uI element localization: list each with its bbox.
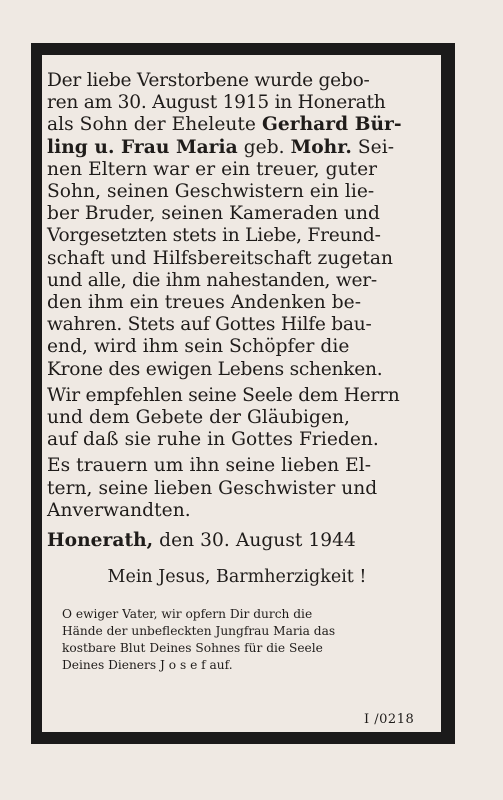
obituary-line: Wir empfehlen seine Seele dem Herrn xyxy=(47,384,400,406)
obituary-line: Der liebe Verstorbene wurde gebo- xyxy=(47,70,370,91)
prayer-line: Deines Dieners J o s e f auf. xyxy=(62,657,233,672)
prayer-line: O ewiger Vater, wir opfern Dir durch die xyxy=(62,607,313,622)
plea-heading: Mein Jesus, Barmherzigkeit ! xyxy=(107,567,367,588)
obituary-line-part: geb. xyxy=(237,136,291,158)
obituary-line: Es trauern um ihn seine lieben El- xyxy=(47,455,372,477)
prayer-text xyxy=(62,606,422,673)
mourning-border-left xyxy=(31,43,42,744)
obituary-line: schaft und Hilfsbereitschaft zugetan xyxy=(47,247,394,269)
obituary-line: ren am 30. August 1915 in Honerath xyxy=(47,92,386,114)
place-name: Honerath, xyxy=(47,530,154,552)
obituary-line: nen Eltern war er ein treuer, guter xyxy=(47,158,378,180)
obituary-line: ber Bruder, seinen Kameraden und xyxy=(47,203,380,225)
obituary-line-part: Sei- xyxy=(351,136,395,158)
prayer-line: kostbare Blut Deines Sohnes für die Seele xyxy=(62,640,323,655)
obituary-line: Vorgesetzten stets in Liebe, Freund- xyxy=(47,225,381,247)
obituary-text xyxy=(47,70,427,673)
parents-name: ling u. Frau Maria xyxy=(47,136,238,158)
obituary-line: tern, seine lieben Geschwister und xyxy=(47,477,378,499)
obituary-line xyxy=(47,137,427,159)
obituary-line: den ihm ein treues Andenken be- xyxy=(47,292,362,314)
mourning-border-bottom xyxy=(31,732,455,744)
place-date-line xyxy=(47,530,427,552)
mourning-border-right xyxy=(441,43,455,744)
obituary-line: end, wird ihm sein Schöpfer die xyxy=(47,336,350,358)
obituary-line: wahren. Stets auf Gottes Hilfe bau- xyxy=(47,314,372,336)
father-name: Gerhard Bür- xyxy=(261,114,402,136)
death-date: den 30. August 1944 xyxy=(153,530,356,552)
obituary-line: und dem Gebete der Gläubigen, xyxy=(47,407,351,429)
mourning-border-top xyxy=(31,43,455,55)
mother-maiden-name: Mohr. xyxy=(290,136,352,158)
obituary-line xyxy=(47,114,427,136)
prayer-line: Hände der unbefleckten Jungfrau Maria das xyxy=(62,624,336,639)
obituary-line: Anverwandten. xyxy=(47,499,191,521)
obituary-line-part: als Sohn der Eheleute xyxy=(47,114,262,136)
reference-number: I /0218 xyxy=(364,712,415,727)
obituary-line: auf daß sie ruhe in Gottes Frieden. xyxy=(47,429,379,451)
obituary-line: und alle, die ihm nahestanden, wer- xyxy=(47,269,377,291)
obituary-line: Sohn, seinen Geschwistern ein lie- xyxy=(47,181,375,203)
obituary-line: Krone des ewigen Lebens schenken. xyxy=(47,358,383,380)
